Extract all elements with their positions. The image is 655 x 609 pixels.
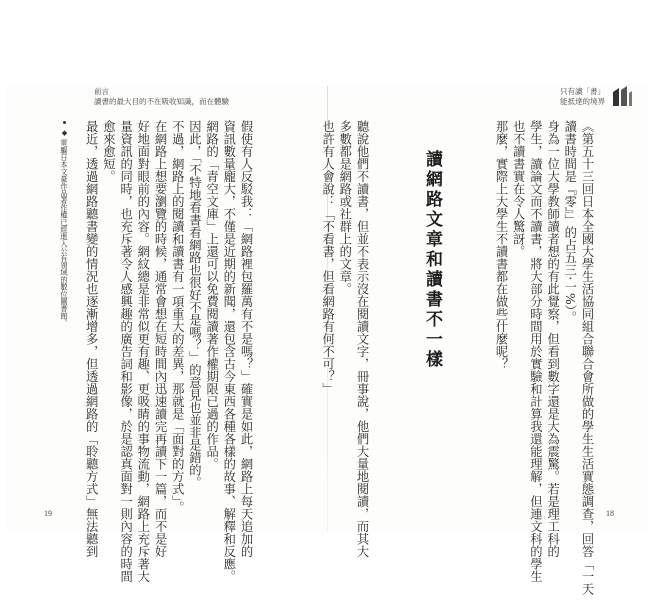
image-caption: ◆ 電驅日本文豪作品著作權已經進入公有領域的數位圖書館。 — [60, 128, 69, 327]
text-line: 也不讀書實在令人驚訝。 — [511, 120, 526, 258]
right-paragraph-3 — [492, 120, 509, 420]
section-heading: 讀網路文章和讀書不一樣 — [422, 150, 442, 370]
text-line: 讀書時間是『零』」的占五三‧一%）。 — [562, 120, 577, 324]
text-line: 假使有人反駁我：「網路裡包羅萬有不是嗎？」確實是如此，網路上每天追加的 — [239, 120, 254, 558]
left-page-text — [82, 120, 254, 583]
right-paragraph-5 — [318, 120, 335, 420]
chapter-logo-icon — [611, 84, 633, 108]
left-paragraph-1 — [202, 120, 254, 583]
text-line: 因此，「不特地看書看網路也很好不是嗎？」的意見也並非是錯的。 — [187, 120, 202, 489]
right-paragraph-2 — [509, 120, 561, 583]
text-line: 不過，網路上的閱讀和讀書有一項重大的差異，那就是「面對的方式」。 — [170, 120, 185, 514]
text-line: 聽說他們不讀書，但並不表示沒在閱讀文字，冊事說，他們大量地閱讀，而其大 — [355, 120, 369, 558]
text-line: 《第五十三回日本全國大學生活協同組合聯合會所做的學生生活實態調查，回答「一天 — [580, 120, 594, 595]
right-page-number: 18 — [606, 509, 614, 518]
right-paragraph-4 — [336, 120, 370, 558]
text-line: 資訊數量龐大，不僅是近期的新聞，還包含古今東西各種各樣的故事、解釋和反應。 — [221, 120, 236, 583]
text-line: 也許有人會說：「不看書，但看網路有何不可？」 — [320, 120, 335, 395]
text-line: 多數都是網路或社群上的文章。 — [337, 120, 352, 295]
left-paragraph-2 — [185, 120, 202, 489]
text-line: 身為一位大學教師讀者想的有此覺察，但看到數字還是大為震驚。若是理工科的 — [545, 120, 560, 558]
right-running-header — [535, 87, 605, 107]
left-paragraph-4 — [82, 120, 99, 558]
text-line: 量資訊的同時，也充斥著令人感興趣的廣告詞和影像，於是認真面對一則內容的時間 — [118, 120, 133, 583]
right-page-text-2 — [318, 120, 370, 558]
text-line: 最近，透過網路聽書變的情況也逐漸增多，但透過網路的「聆聽方式」無法聽到 — [84, 120, 99, 558]
right-header-line-2: 能抵達的境界 — [560, 97, 605, 106]
right-paragraph-1 — [561, 120, 595, 595]
text-line: 網路的「青空文庫」上還可以免費閱讀著作權期限已過的作品。 — [204, 120, 219, 470]
text-line: 學生，讀論文而不讀書，將大部分時間用於實驗和計算我還能理解，但連文科的學生 — [528, 120, 543, 583]
left-page-number: 19 — [44, 509, 52, 518]
text-line: 愈來愈短。 — [101, 120, 116, 183]
left-running-header — [94, 87, 229, 107]
text-line: 在網路上想要瀏覽的時候，通常會想在短時間內迅速讀完再讀下一篇，而不是好 — [153, 120, 168, 558]
right-page-text — [492, 120, 595, 595]
text-line: 好地面對眼前的內容。網紋總是非常似更有趣、更吸睛的事物流動，網路上充斥著大 — [135, 120, 150, 583]
text-line: 那麼，實際上大學生不讀書都在做些什麼呢？ — [493, 120, 508, 370]
left-header-section: 前言 — [94, 87, 109, 96]
left-header-title: 讀書的最大目的不在吸收知識，而在體驗 — [94, 97, 229, 106]
caption-bullet — [63, 121, 66, 124]
left-paragraph-3 — [99, 120, 185, 583]
right-header-line-1: 只有讀「書」 — [560, 87, 605, 96]
